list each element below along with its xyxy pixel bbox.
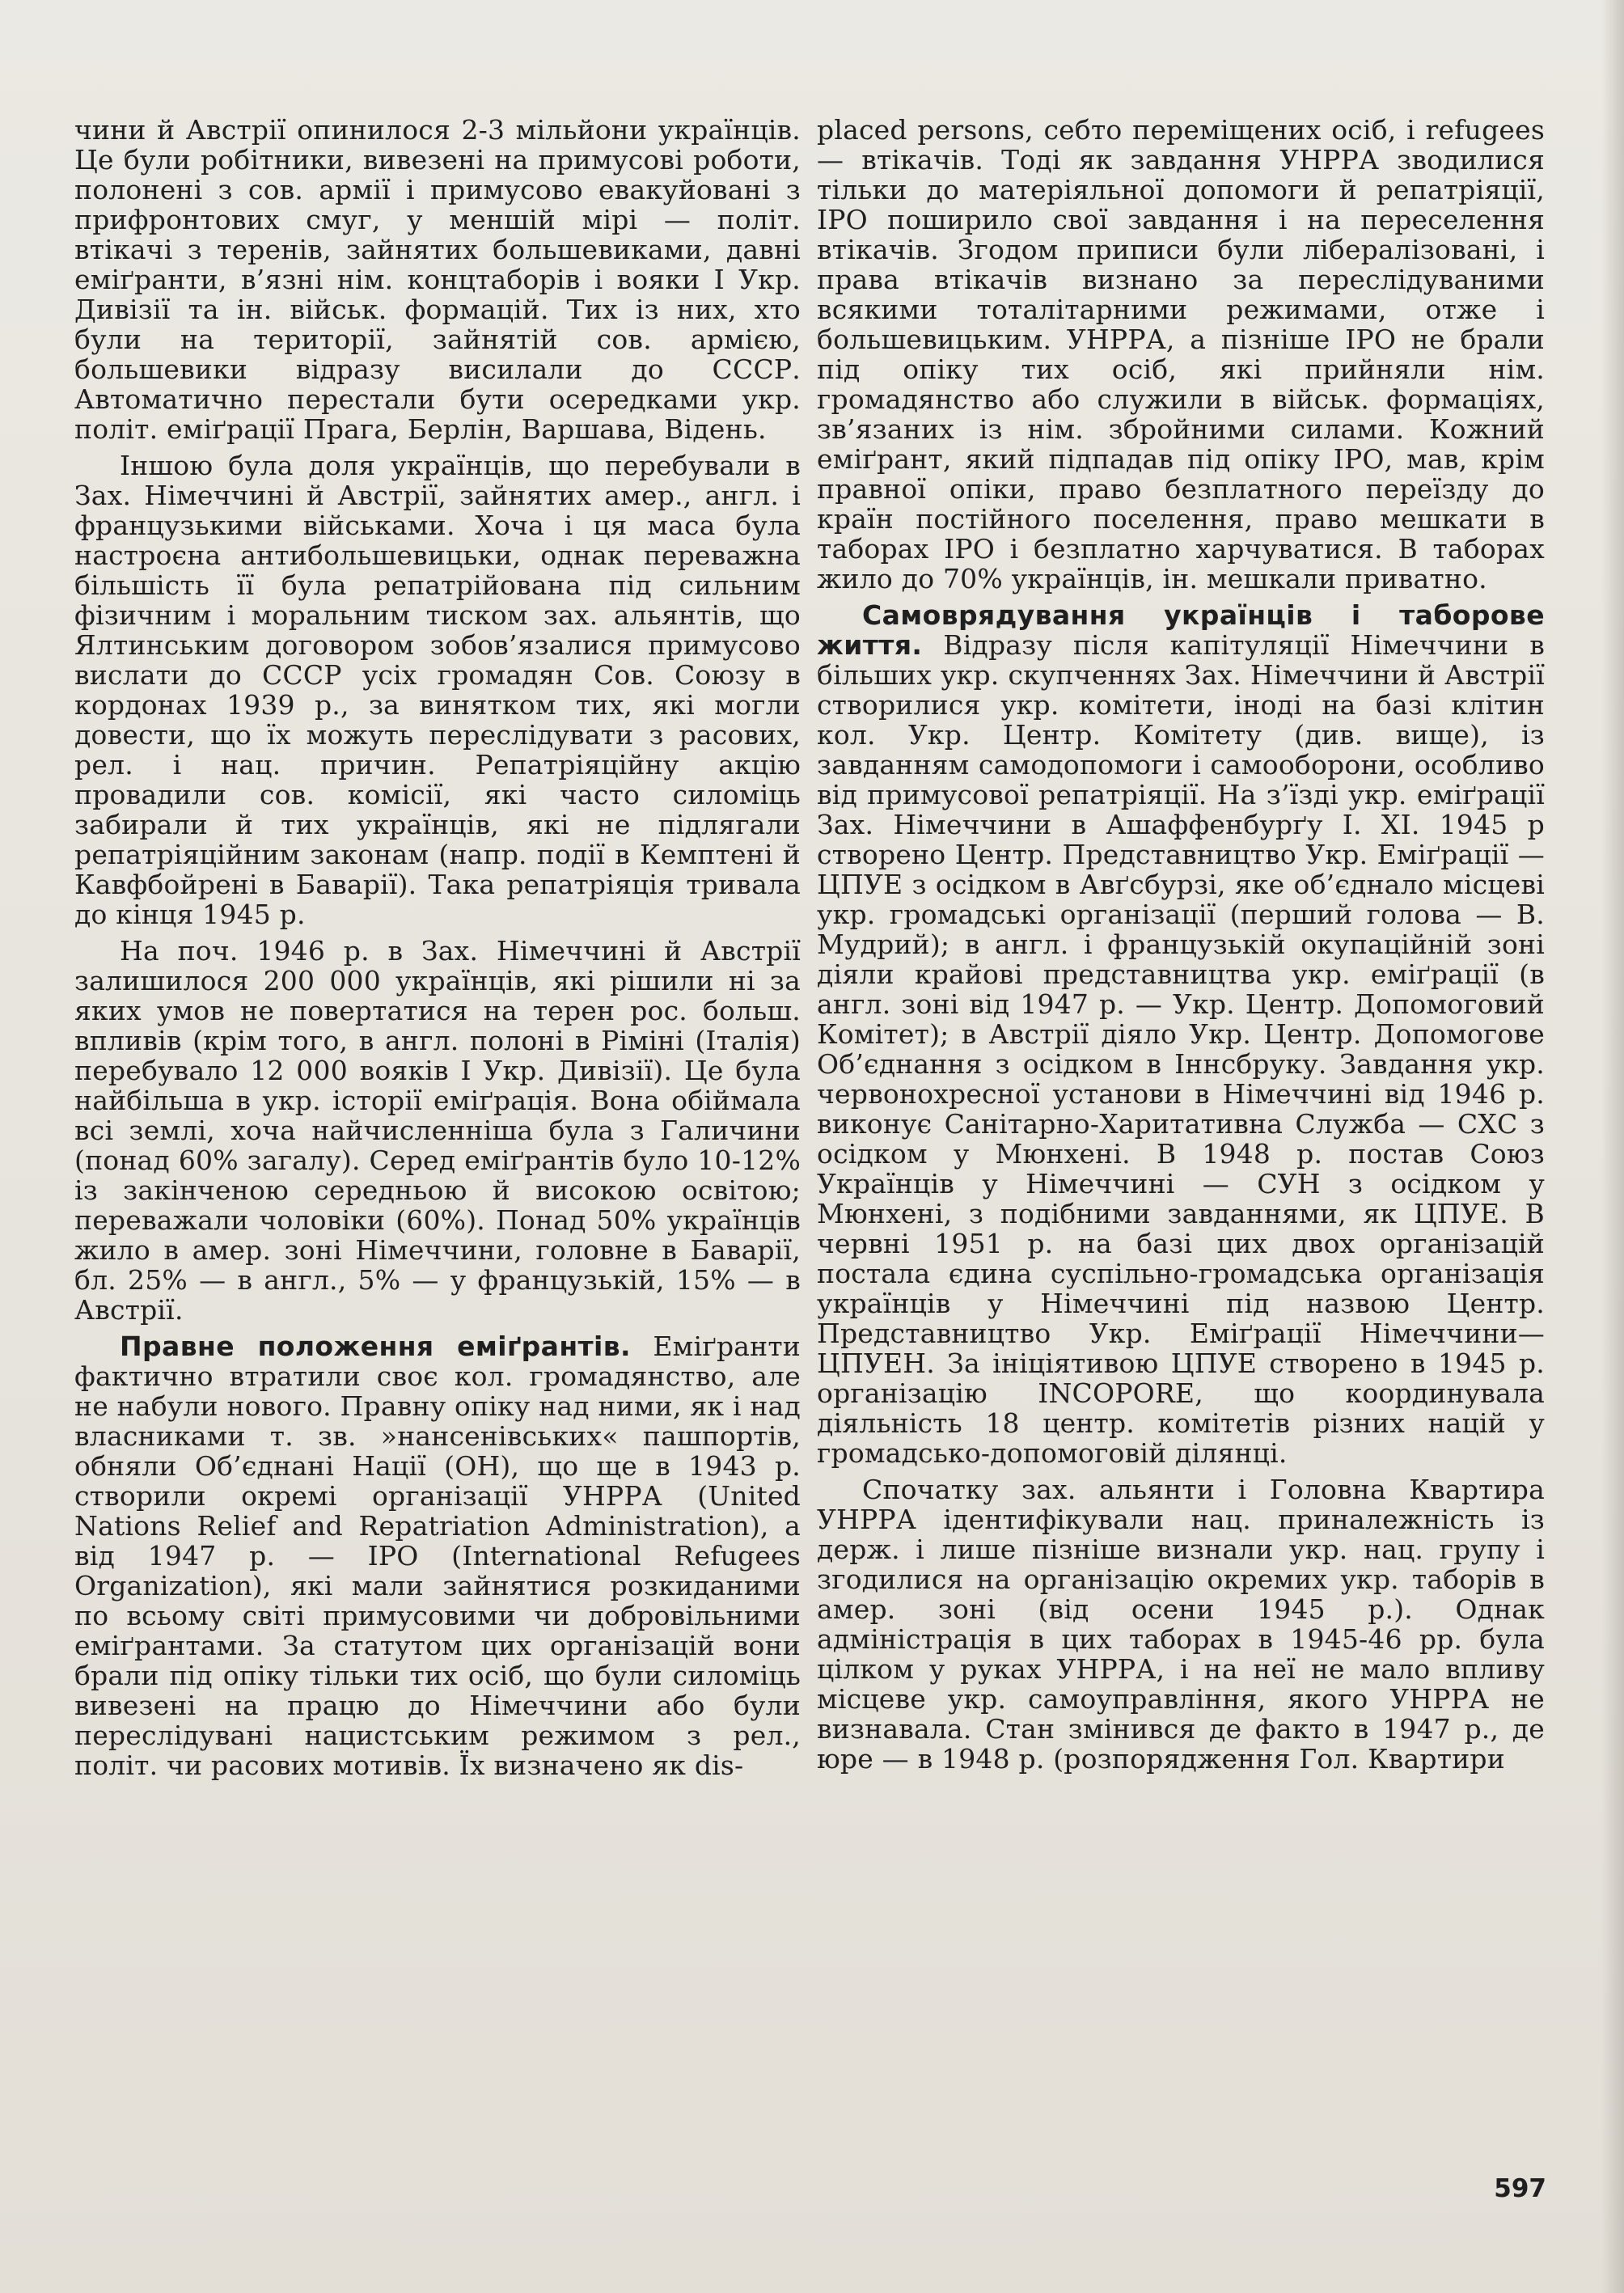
section-heading: Самоврядування українців і таборове життя. — [817, 599, 1545, 661]
paragraph-body: Відразу після капітуляції Німеччини в більших укр. скупченнях Зах. Німеччини й Австрії створилися укр. комітети, іноді на базі клітин кол. Укр. Центр. Комітету (див. вище), із завданням самодопомоги і самооборони, особливо від примусової репатріяції. На з’їзді укр. еміґрації Зах. Німеччини в Ашаффенбурґу І. XI. 1945 р створено Центр. Представництво Укр. Еміґрації — ЦПУЕ з осідком в Авґсбурзі, яке об’єднало місцеві укр. громадські організації (перший голова — В. Мудрий); в англ. і французькій окупаційній зоні діяли крайові представництва укр. еміґрації (в англ. зоні від 1947 р. — Укр. Центр. Допомоговий Комітет); в Австрії діяло Укр. Центр. Допомогове Об’єднання з осідком в Іннсбруку. Завдання укр. червонохресної установи в Німеччині від 1946 р. виконує Санітарно-Харитативна Служба — СХС з осідком у Мюнхені. В 1948 р. постав Союз Українців у Німеччині — СУН з осідком у Мюнхені, з подібними завданнями, як ЦПУЕ. В червні 1951 р. на базі цих двох організацій постала єдина суспільно-громадська організація українців у Німеччині під назвою Центр. Представництво Укр. Еміґрації Німеччини—ЦПУЕН. За ініціятивою ЦПУЕ створено в 1945 р. організацію INCOPORE, що координувала діяльність 18 центр. комітетів різних націй у громадсько-допомоговій ділянці. — [817, 629, 1545, 1469]
left-text-column — [74, 115, 801, 2153]
paragraph: Спочатку зах. альянти і Головна Квартира УНРРА ідентифікували нац. приналежність із держ. і лише пізніше визнали укр. нац. групу і згодилися на організацію окремих укр. таборів в амер. зоні (від осени 1945 р.). Однак адміністрація в цих таборах в 1945-46 рр. була цілком у руках УНРРА, і на неї не мало впливу місцеве укр. самоуправління, якого УНРРА не визнавала. Стан змінився де факто в 1947 р., де юре — в 1948 р. (розпорядження Гол. Квартири — [817, 1474, 1545, 1775]
section-heading: Правне положення еміґрантів. — [120, 1331, 631, 1362]
paragraph — [817, 600, 1545, 1468]
paragraph: чини й Австрії опинилося 2-3 мільйони українців. Це були робітники, вивезені на примусові роботи, полонені з сов. армії і примусово евакуйовані з прифронтових смуг, у меншій мірі — політ. втікачі з теренів, зайнятих большевиками, давні еміґранти, в’язні нім. концтаборів і вояки І Укр. Дивізії та ін. військ. формацій. Тих із них, хто були на території, зайнятій сов. армією, большевики відразу висилали до СССР. Автоматично перестали бути осередками укр. політ. еміґрації Прага, Берлін, Варшава, Відень. — [74, 115, 801, 445]
page-number: 597 — [1494, 2174, 1546, 2203]
right-text-column — [817, 115, 1545, 2153]
paragraph-body: Еміґранти фактично втратили своє кол. громадянство, але не набули нового. Правну опіку над ними, як і над власниками т. зв. »нансенівських« пашпортів, обняли Об’єднані Нації (ОН), що ще в 1943 р. створили окремі організації УНРРА (United Nations Relief and Repatriation Administration), а від 1947 р. — ІРО (International Refugees Organization), які мали зайнятися розкиданими по всьому світі примусовими чи добровільними еміґрантами. За статутом цих організацій вони брали під опіку тільки тих осіб, що були силоміць вивезені на працю до Німеччини або були переслідувані нацистським режимом з рел., політ. чи расових мотивів. Їх визначено як dis- — [74, 1331, 801, 1781]
page-edge-shadow — [1601, 0, 1624, 2293]
paragraph: Іншою була доля українців, що перебували в Зах. Німеччині й Австрії, зайнятих амер., англ. і французькими військами. Хоча і ця маса була настроєна антибольшевицьки, однак переважна більшість її була репатрійована під сильним фізичним і моральним тиском зах. альянтів, що Ялтинським договором зобов’язалися примусово вислати до СССР усіх громадян Сов. Союзу в кордонах 1939 р., за винятком тих, які могли довести, що їх можуть переслідувати з расових, рел. і нац. причин. Репатріяційну акцію провадили сов. комісії, які часто силоміць забирали й тих українців, які не підлягали репатріяційним законам (напр. події в Кемптені й Кавфбойрені в Баварії). Така репатріяція тривала до кінця 1945 р. — [74, 450, 801, 930]
paragraph — [74, 1331, 801, 1780]
paragraph: placed persons, себто переміщених осіб, і refugees — втікачів. Тоді як завдання УНРРА зводилися тільки до матеріяльної допомоги й репатріяції, ІРО поширило свої завдання і на переселення втікачів. Згодом приписи були лібералізовані, і права втікачів визнано за переслідуваними всякими тоталітарними режимами, отже і большевицьким. УНРРА, а пізніше ІРО не брали під опіку тих осіб, які прийняли нім. громадянство або служили в військ. формаціях, зв’язаних із нім. збройними силами. Кожний еміґрант, який підпадав під опіку ІРО, мав, крім правної опіки, право безплатного переїзду до країн постійного поселення, право мешкати в таборах ІРО і безплатно харчуватися. В таборах жило до 70% українців, ін. мешкали приватно. — [817, 115, 1545, 594]
paragraph: На поч. 1946 р. в Зах. Німеччині й Австрії залишилося 200 000 українців, які рішили ні за яких умов не повертатися на терен рос. больш. впливів (крім того, в англ. полоні в Ріміні (Італія) перебувало 12 000 вояків І Укр. Дивізії). Це була найбільша в укр. історії еміґрація. Вона обіймала всі землі, хоча найчисленніша була з Галичини (понад 60% загалу). Серед еміґрантів було 10-12% із закінченою середньою й високою освітою; переважали чоловіки (60%). Понад 50% українців жило в амер. зоні Німеччини, головне в Баварії, бл. 25% — в англ., 5% — у французькій, 15% — в Австрії. — [74, 935, 801, 1326]
